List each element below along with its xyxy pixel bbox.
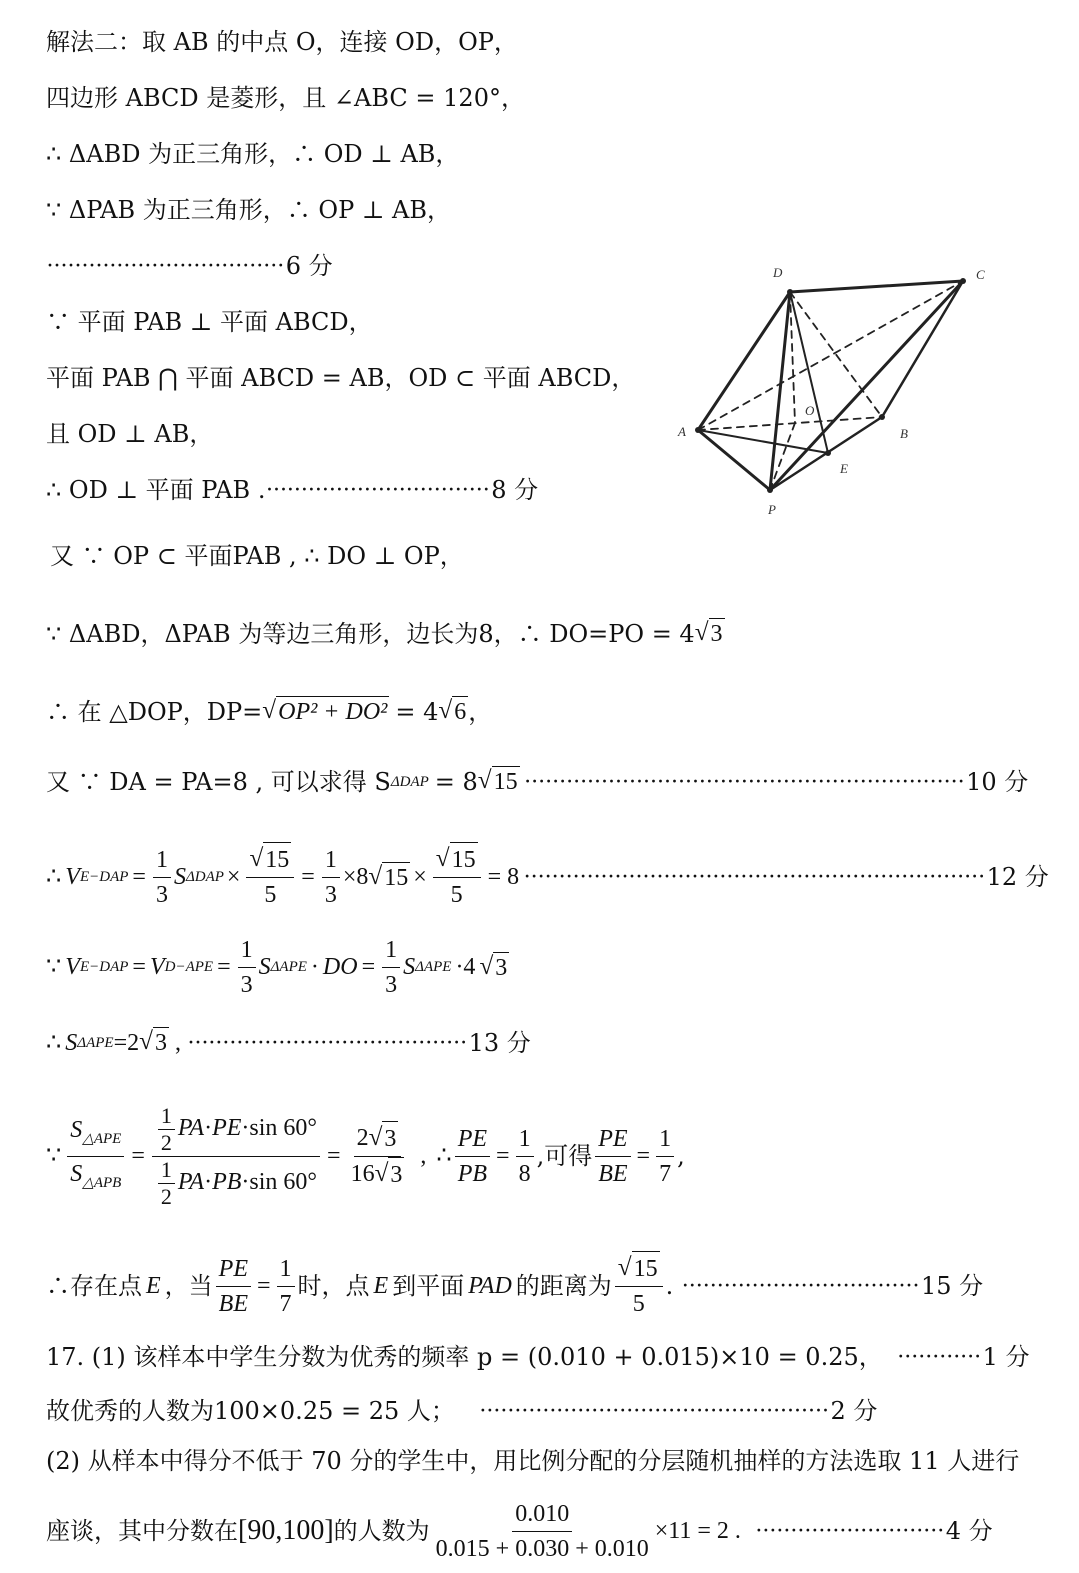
- text: 平面 PAB ⋂ 平面 ABCD = AB，OD ⊂ 平面 ABCD，: [46, 364, 636, 392]
- fraction: 2 √ 3 16 √ 3: [348, 1121, 408, 1192]
- fraction: √ 15 5: [246, 842, 294, 912]
- line-od-perp-ab: [46, 419, 213, 449]
- label-a: A: [678, 424, 686, 439]
- line-volume-equal: ∵ V E−DAP = V D−APE = $\frac{1}{3}$ S ΔAPE · DO = $\frac{1}{3}$ S ΔAPE ·4 √ 3: [46, 932, 509, 1002]
- fraction: $\frac{1}{3}$: [382, 933, 400, 1002]
- edge-da: [698, 292, 790, 430]
- line-q17-part2: [46, 1446, 1019, 1476]
- diagonal-ac-hidden: [698, 281, 963, 430]
- dot-leader: ·······························································: [523, 768, 965, 795]
- edge-ap: [698, 430, 770, 490]
- text: ∴ OD ⊥ 平面 PAB .: [46, 476, 266, 504]
- fraction: $\frac{1}{3}$: [153, 843, 171, 912]
- dot-leader: ············: [896, 1344, 981, 1370]
- radicand: 15: [492, 766, 520, 797]
- fraction: $\frac{PE}{BE}$: [216, 1252, 251, 1321]
- line-solution-intro: [46, 27, 518, 57]
- line-plane-perp: [46, 307, 373, 337]
- vertex-a: [695, 427, 701, 433]
- line-q17-part1: [46, 1342, 1030, 1372]
- line-plane-intersection: [46, 363, 635, 393]
- label-e: E: [840, 461, 848, 476]
- text: 又 ∵ DA = PA=8 , 可以求得 S: [46, 767, 391, 796]
- line-rhombus: [46, 83, 525, 113]
- text: ∵ ΔPAB 为正三角形，∴ OP ⊥ AB，: [46, 196, 452, 224]
- fraction: $\frac{S_{\triangle APE}}{S_{\triangle APB}}$: [67, 1113, 124, 1200]
- fraction: [433, 1497, 652, 1566]
- text: = 4: [395, 697, 439, 726]
- label-o: O: [805, 403, 815, 418]
- radicand: 6: [452, 696, 468, 727]
- vertex-d: [787, 289, 793, 295]
- text: 座谈，其中分数在: [46, 1517, 238, 1545]
- text: (2) 从样本中得分不低于 70 分的学生中，用比例分配的分层随机抽样的方法选取 11 人进行: [46, 1447, 1020, 1475]
- text: ∵ 平面 PAB ⊥ 平面 ABCD，: [46, 308, 373, 336]
- text: ×11 = 2 .: [654, 1518, 741, 1544]
- dot-leader: ···························: [754, 1518, 944, 1544]
- line-do-po: [46, 618, 725, 649]
- line-pab-equilateral: [46, 195, 451, 225]
- text: = 8: [434, 767, 478, 796]
- label-c: C: [976, 267, 985, 282]
- line-od-perp-plane: [46, 475, 538, 505]
- radicand: 3: [709, 618, 725, 649]
- fraction: $\frac{1}{7}$: [656, 1122, 674, 1191]
- radicand: OP² + DO²: [276, 696, 389, 727]
- text: 的人数为: [333, 1517, 430, 1545]
- dot-leader: ··················································: [478, 1398, 829, 1424]
- subscript: ΔDAP: [390, 773, 429, 790]
- score-mark: 12 分: [986, 863, 1049, 891]
- sqrt: √ OP² + DO²: [262, 697, 388, 725]
- edge-ab-hidden: [698, 417, 882, 430]
- line-q17-count: [46, 1396, 877, 1426]
- fraction: √ 15 5: [615, 1251, 663, 1321]
- denominator: 0.015 + 0.030 + 0.010: [435, 1535, 649, 1562]
- fraction: $\frac{1}{3}$: [238, 933, 256, 1002]
- fraction: $\frac{1}{7}$: [277, 1252, 295, 1321]
- line-area-ratio: ∵ $\frac{S_{\triangle APE}}{S_{\triangle APB}}$ = $\frac{1}{2}$ PA·PE·sin 60° $\frac{1}{2}$ PA·PB·sin 60° = 2 √ 3 16 √ 3 , ∴ $\frac{PE}{PB}$ = $\frac{1}{8}$ ,可得 $\frac{PE}{BE}$ = $\frac{1}{7}$ ,: [46, 1102, 685, 1209]
- score-mark: 13 分: [468, 1028, 531, 1057]
- vertex-p: [767, 487, 773, 493]
- fraction: $\frac{PE}{PB}$: [455, 1122, 490, 1191]
- sqrt: √ 15: [477, 767, 518, 795]
- interval: [90,100]: [238, 1515, 334, 1546]
- segment-ae: [698, 430, 828, 453]
- dot-leader: ································: [265, 477, 490, 503]
- score-mark: 15 分: [920, 1272, 984, 1300]
- score-mark: 6 分: [285, 252, 333, 280]
- text: 故优秀的人数为100×0.25 = 25 人；: [46, 1397, 455, 1425]
- label-p: P: [768, 502, 776, 517]
- line-q17-sampling: [46, 1494, 993, 1568]
- edge-cb: [882, 281, 963, 417]
- fraction: $\frac{PE}{BE}$: [595, 1122, 630, 1191]
- line-abd-equilateral: [46, 139, 459, 169]
- line-dp: [46, 696, 492, 727]
- line-do-perp-op: [50, 541, 464, 571]
- text: 又 ∵ OP ⊂ 平面PAB , ∴ DO ⊥ OP，: [50, 542, 464, 570]
- edge-cp: [770, 281, 963, 490]
- text: 四边形 ABCD 是菱形，且 ∠ABC = 120°，: [46, 84, 525, 112]
- line-area-ape: ∴ S ΔAPE =2 √ 3 , ········································ 13 分: [46, 1028, 531, 1057]
- fraction: $\frac{1}{8}$: [516, 1122, 534, 1191]
- vertex-b: [879, 414, 885, 420]
- numerator: 0.010: [512, 1497, 572, 1532]
- segment-de: [790, 292, 828, 453]
- pyramid-figure: [670, 255, 1000, 525]
- point-e: [825, 450, 831, 456]
- score-mark: 8 分: [491, 476, 539, 504]
- line-score-6: [46, 251, 333, 281]
- score-mark: 10 分: [966, 767, 1029, 796]
- label-b: B: [900, 426, 908, 441]
- score-mark: 4 分: [945, 1517, 993, 1545]
- text: 解法二：取 AB 的中点 O，连接 OD，OP，: [46, 28, 518, 56]
- fraction: √ 15 5: [433, 842, 481, 912]
- fraction: $\frac{1}{3}$: [322, 843, 340, 912]
- edge-dp: [770, 292, 790, 490]
- label-d: D: [773, 265, 783, 280]
- score-mark: 2 分: [830, 1397, 878, 1425]
- text: ∵ ΔABD，ΔPAB 为等边三角形，边长为8，∴ DO=PO = 4: [46, 619, 695, 648]
- text: ∴ ΔABD 为正三角形，∴ OD ⊥ AB，: [46, 140, 460, 168]
- dot-leader: ··································: [46, 253, 284, 279]
- score-mark: 1 分: [982, 1343, 1030, 1371]
- text: ，: [468, 697, 493, 726]
- line-volume-e-dap: ∴ V E−DAP = $\frac{1}{3}$ S ΔDAP × √ 15 5 = $\frac{1}{3}$ ×8 √ 15 × √ 15 5 = 8 ·································································· 12 分: [46, 842, 1049, 912]
- vertex-c: [960, 278, 966, 284]
- edge-dc: [790, 281, 963, 292]
- text: 且 OD ⊥ AB，: [46, 420, 214, 448]
- fraction: $\frac{1}{2}$ PA·PE·sin 60° $\frac{1}{2}$ PA·PB·sin 60°: [152, 1103, 320, 1210]
- sqrt: √ 6: [438, 697, 467, 725]
- line-conclusion: ∴存在点 E ，当 $\frac{PE}{BE}$ = $\frac{1}{7}$ 时，点 E 到平面 PAD 的距离为 √ 15 5 . ·································· 15 分: [46, 1250, 983, 1322]
- line-area-dap: [46, 766, 1028, 797]
- sqrt: √ 3: [694, 619, 723, 647]
- text: ∴ 在 △DOP，DP=: [46, 697, 263, 726]
- text: 17. (1) 该样本中学生分数为优秀的频率 p = (0.010 + 0.015)×10 = 0.25，: [46, 1343, 883, 1371]
